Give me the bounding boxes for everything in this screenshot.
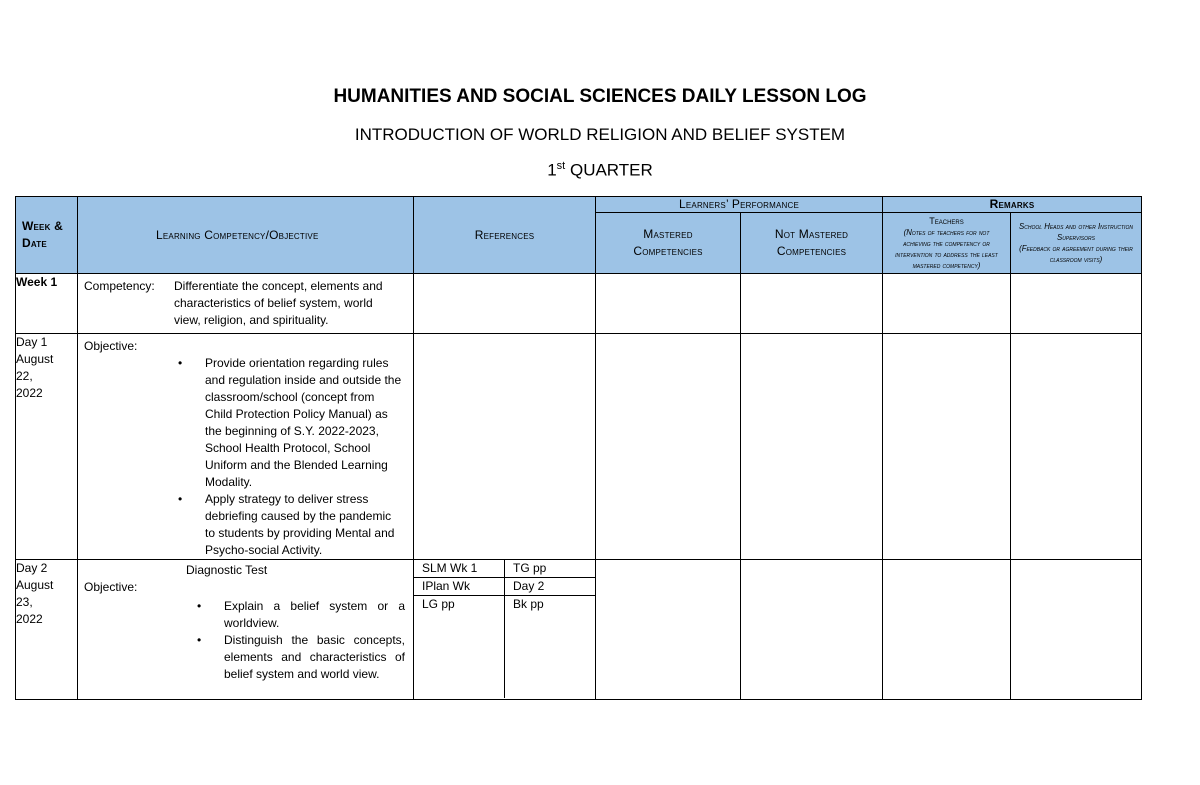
header-teachers-label: Teachers (929, 216, 964, 226)
quarter-heading (0, 160, 1200, 181)
header-week-date (16, 197, 78, 274)
day2-date: 23, (16, 595, 33, 609)
week1-label: Week 1 (16, 274, 78, 334)
week1-teachers (883, 274, 1011, 334)
day2-bullet1: Explain a belief system or a worldview. (224, 599, 405, 630)
ref-slm: SLM Wk 1 (414, 560, 505, 578)
table-row-day2 (16, 560, 1142, 700)
document-title: HUMANITIES AND SOCIAL SCIENCES DAILY LESSON LOG (333, 86, 867, 107)
week1-heads (1011, 274, 1142, 334)
day1-year: 2022 (16, 386, 43, 400)
table-row-week1 (16, 274, 1142, 334)
ref-iplan: IPlan Wk (414, 578, 505, 596)
day2-bullet2: Distinguish the basic concepts, elements and characteristics of belief system and world view. (224, 633, 405, 681)
week1-references (414, 274, 596, 334)
list-item (78, 355, 413, 491)
ref-bk: Bk pp (513, 597, 544, 611)
week1-mastered (596, 274, 741, 334)
header-competency: Learning Competency/Objective (78, 197, 414, 274)
quarter-word: QUARTER (569, 160, 653, 180)
header-mastered-line1: Mastered (643, 227, 693, 241)
day1-month: August (16, 352, 54, 366)
header-heads-note: (Feedback or agreement during their classroom visits) (1019, 244, 1133, 264)
header-references: References (414, 197, 596, 274)
header-week-line2: Date (22, 236, 47, 250)
header-teachers-note: (Notes of teachers for not achieving the competency or intervention to address the least mastered competency) (895, 228, 998, 270)
header-heads-label: School Heads and other Instruction Supervisors (1019, 222, 1133, 242)
day1-objective-cell (78, 334, 414, 560)
header-remarks: Remarks (883, 197, 1142, 213)
bullet-icon: • (197, 633, 202, 647)
header-heads (1011, 213, 1142, 274)
day2-month: August (16, 578, 54, 592)
header-not-mastered-line1: Not Mastered (774, 227, 849, 241)
day2-year: 2022 (16, 612, 43, 626)
day1-heads (1011, 334, 1142, 560)
quarter-suffix: st (556, 160, 566, 172)
header-teachers (883, 213, 1011, 274)
day2-objective-cell (78, 560, 414, 700)
day1-date: 22, (16, 369, 33, 383)
day2-teachers (883, 560, 1011, 700)
day2-date-cell (16, 560, 78, 700)
table-row-day1 (16, 334, 1142, 560)
day2-not-mastered (741, 560, 883, 700)
header-not-mastered (741, 213, 883, 274)
list-item (78, 632, 413, 683)
competency-text: Differentiate the concept, elements and characteristics of belief system, world view, religion, and spirituality. (174, 279, 383, 327)
day1-bullet2: Apply strategy to deliver stress debriefing caused by the pandemic to students by providing Mental and Psycho-social Activity. (205, 492, 395, 557)
document-subtitle: INTRODUCTION OF WORLD RELIGION AND BELIEF SYSTEM (354, 125, 846, 144)
day2-heads (1011, 560, 1142, 700)
day1-day: Day 1 (16, 335, 48, 349)
day1-teachers (883, 334, 1011, 560)
day1-references (414, 334, 596, 560)
ref-tg: TG pp (505, 560, 596, 578)
bullet-icon: • (178, 492, 183, 506)
day2-day: Day 2 (16, 561, 48, 575)
day1-mastered (596, 334, 741, 560)
list-item (78, 598, 413, 632)
day1-not-mastered (741, 334, 883, 560)
list-item (78, 491, 413, 559)
day1-objective-label: Objective: (84, 339, 138, 353)
header-mastered (596, 213, 741, 274)
ref-lg: LG pp (414, 596, 505, 699)
bullet-icon: • (178, 356, 183, 370)
lesson-log-table (15, 196, 1142, 700)
day1-bullet1: Provide orientation regarding rules and regulation inside and outside the classroom/school (concept from Child Protection Policy Manual) as the beginning of S.Y. 2022-2023, School Health Protocol, School Uniform and the Blended Learning Modality. (205, 356, 402, 489)
week1-not-mastered (741, 274, 883, 334)
day1-date-cell (16, 334, 78, 560)
week1-competency-cell (78, 274, 414, 334)
header-mastered-line2: Competencies (633, 244, 703, 258)
ref-day: Day 2 (505, 578, 596, 596)
day2-reference-grid (414, 560, 595, 698)
header-week-line1: Week & (22, 219, 63, 233)
quarter-number: 1 (547, 160, 557, 180)
bullet-icon: • (197, 599, 202, 613)
day2-objective-label: Objective: (84, 580, 138, 594)
competency-label: Competency: (84, 279, 155, 293)
day2-diagnostic-test: Diagnostic Test (186, 563, 268, 577)
header-not-mastered-line2: Competencies (776, 244, 847, 258)
header-learners-performance: Learners’ Performance (596, 197, 883, 213)
day2-references (414, 560, 596, 700)
day2-mastered (596, 560, 741, 700)
